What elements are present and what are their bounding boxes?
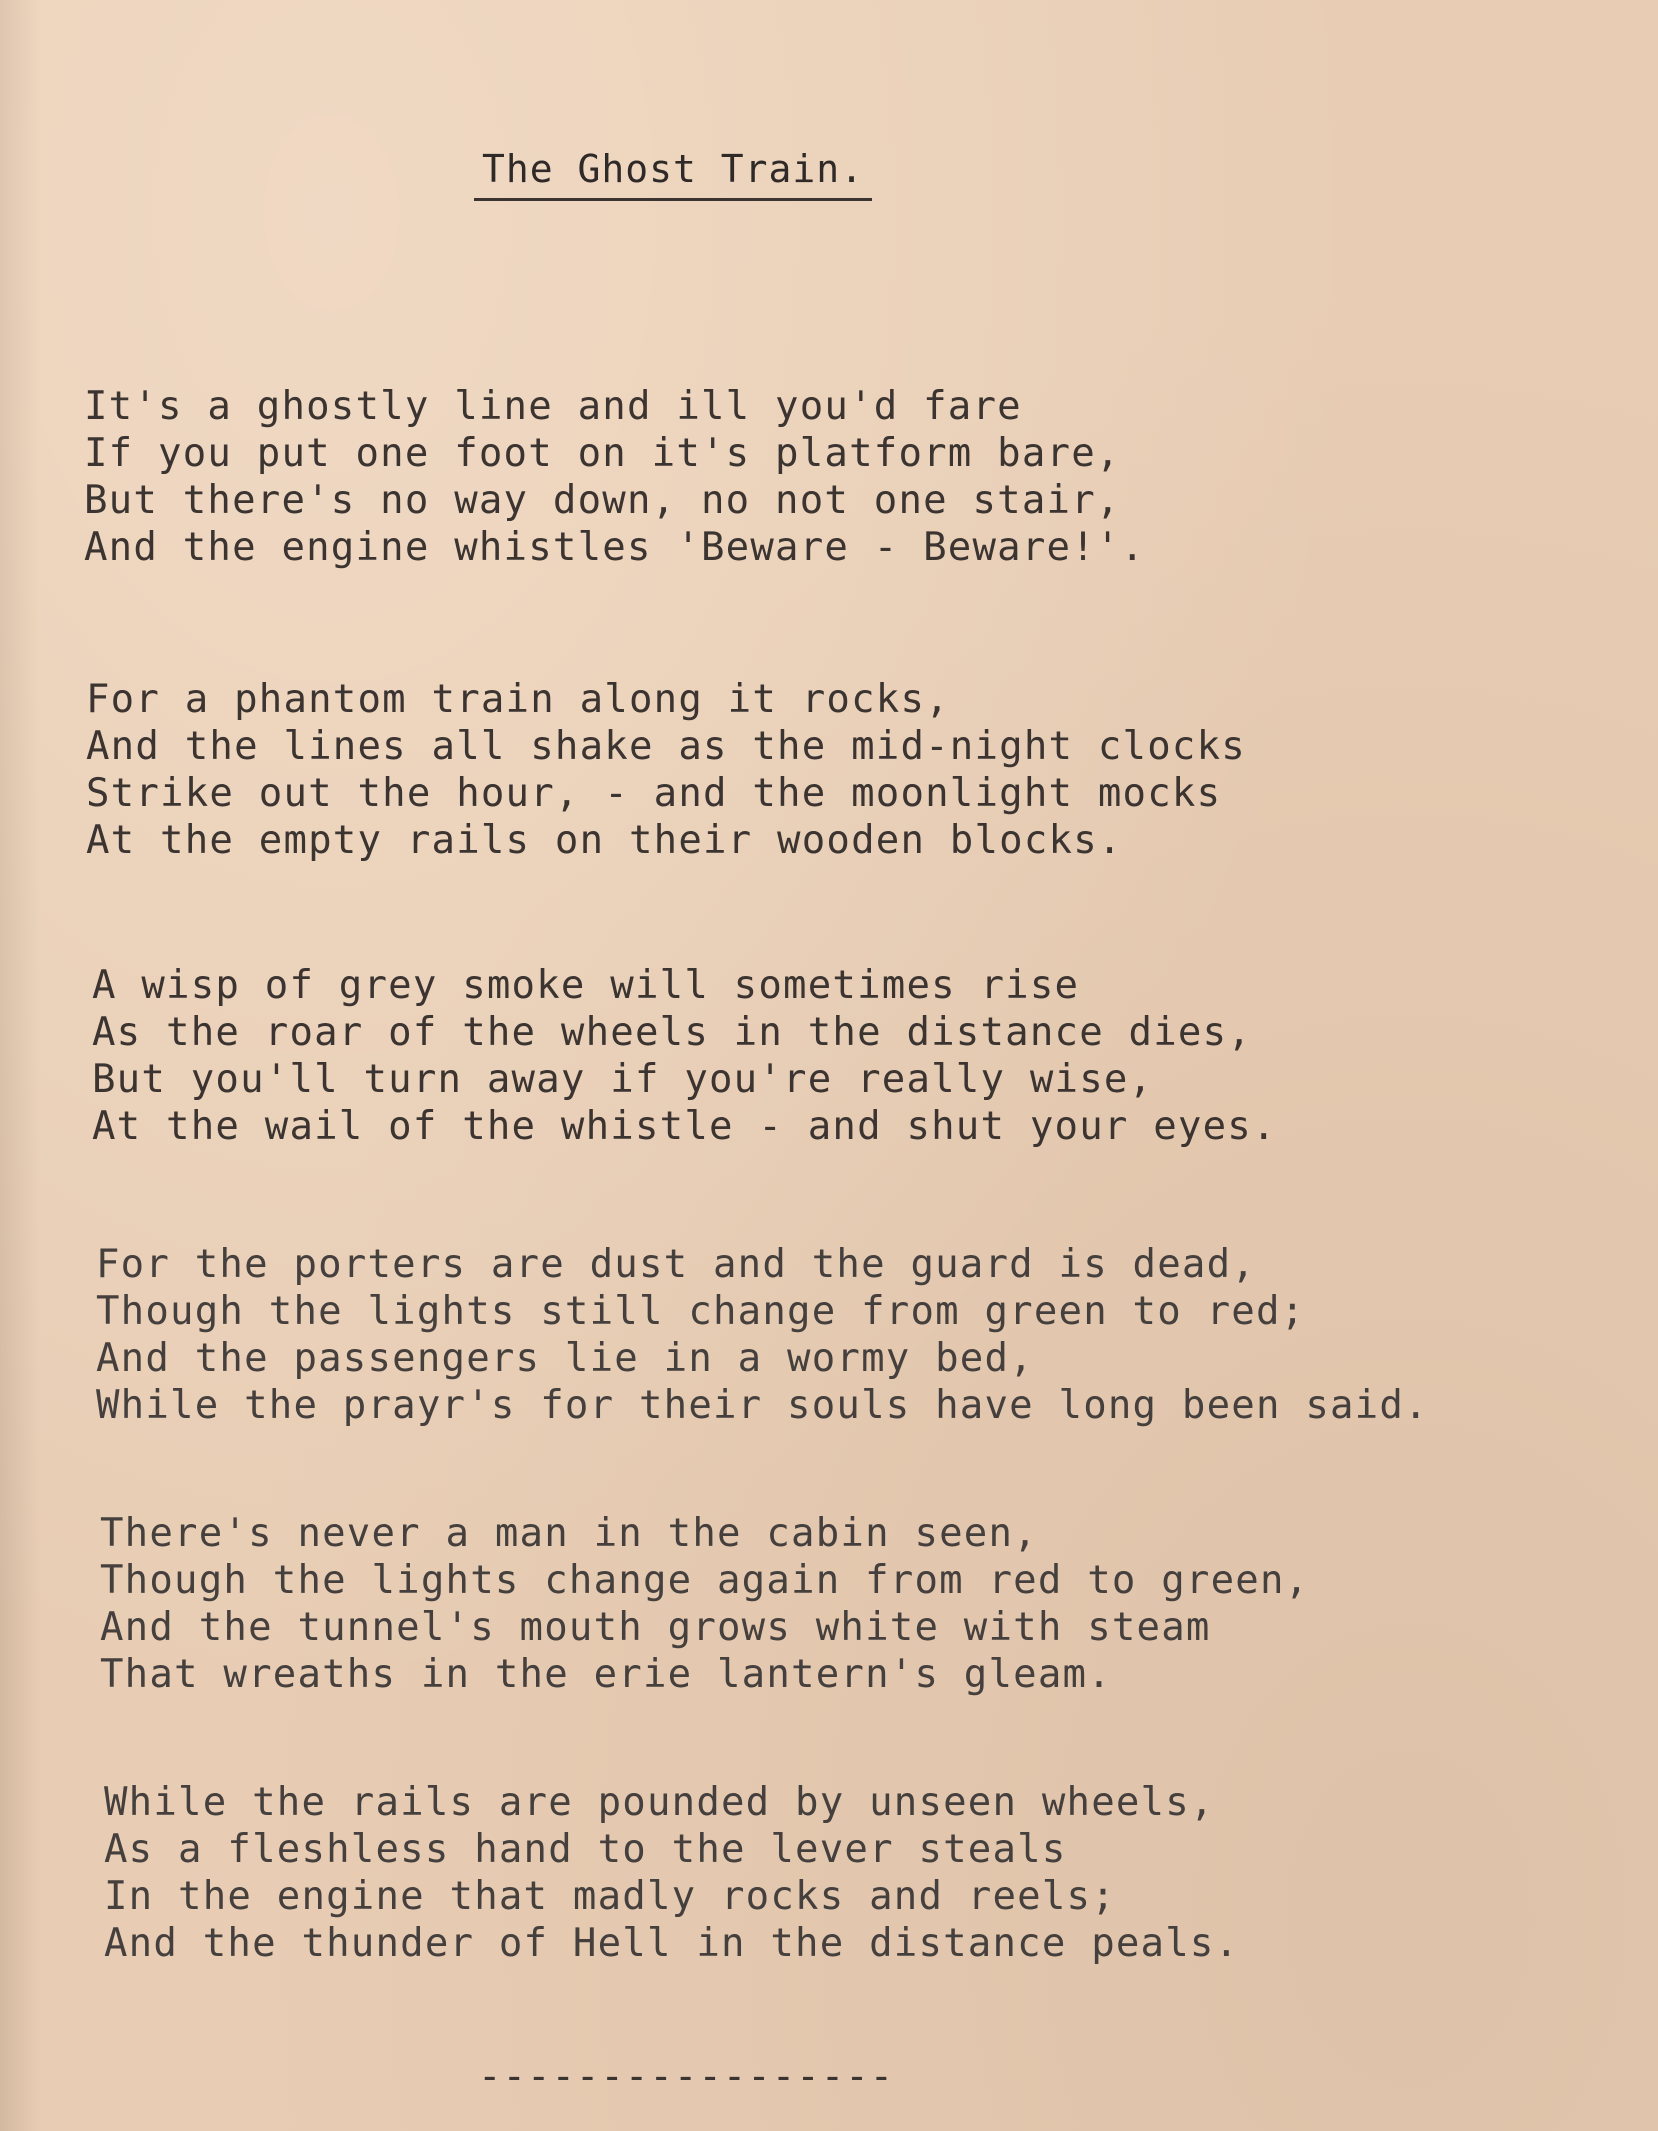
poem-line: While the prayr's for their souls have long been said. bbox=[96, 1383, 1429, 1428]
stanza-6 bbox=[104, 1779, 1604, 1967]
poem-line: And the engine whistles 'Beware - Beware!'. bbox=[84, 525, 1146, 570]
stanza-3 bbox=[92, 962, 1592, 1150]
poem-line: If you put one foot on it's platform bare, bbox=[84, 431, 1121, 476]
poem-line: As a fleshless hand to the lever steals bbox=[104, 1827, 1067, 1872]
stanza-5 bbox=[100, 1510, 1600, 1698]
poem-line: For a phantom train along it rocks, bbox=[86, 677, 950, 722]
poem-title: The Ghost Train. bbox=[474, 148, 872, 201]
poem-line: And the tunnel's mouth grows white with steam bbox=[100, 1605, 1211, 1650]
poem-line: A wisp of grey smoke will sometimes rise bbox=[92, 963, 1080, 1008]
poem-line: Though the lights change again from red to green, bbox=[100, 1558, 1310, 1603]
poem-line: For the porters are dust and the guard is dead, bbox=[96, 1242, 1256, 1287]
poem-line: And the passengers lie in a wormy bed, bbox=[96, 1336, 1034, 1381]
stanza-2 bbox=[86, 676, 1586, 864]
poem-line: While the rails are pounded by unseen wheels, bbox=[104, 1780, 1215, 1825]
stanza-4 bbox=[96, 1241, 1596, 1429]
poem-line: There's never a man in the cabin seen, bbox=[100, 1511, 1038, 1556]
end-divider: ----------------- bbox=[478, 2054, 895, 2099]
poem-line: Though the lights still change from green to red; bbox=[96, 1289, 1306, 1334]
poem-line: But there's no way down, no not one stair, bbox=[84, 478, 1121, 523]
poem-line: And the thunder of Hell in the distance peals. bbox=[104, 1921, 1240, 1966]
poem-line: At the wail of the whistle - and shut your eyes. bbox=[92, 1104, 1277, 1149]
poem-line: And the lines all shake as the mid-night clocks bbox=[86, 724, 1246, 769]
poem-line: At the empty rails on their wooden blocks. bbox=[86, 818, 1123, 863]
poem-line: But you'll turn away if you're really wise, bbox=[92, 1057, 1154, 1102]
poem-line: In the engine that madly rocks and reels; bbox=[104, 1874, 1116, 1919]
poem-line: As the roar of the wheels in the distance dies, bbox=[92, 1010, 1252, 1055]
poem-line: Strike out the hour, - and the moonlight mocks bbox=[86, 771, 1222, 816]
title-block bbox=[437, 148, 909, 201]
poem-line: It's a ghostly line and ill you'd fare bbox=[84, 384, 1022, 429]
poem-line: That wreaths in the erie lantern's gleam. bbox=[100, 1652, 1112, 1697]
stanza-1 bbox=[84, 383, 1584, 571]
